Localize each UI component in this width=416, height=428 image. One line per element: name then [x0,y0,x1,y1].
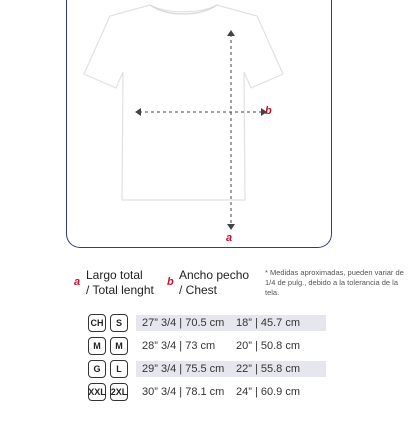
legend-chest-label-en: / Chest [179,283,218,297]
size-values [136,384,326,400]
legend-chest-label: Ancho pecho [179,268,250,282]
legend-chest [167,268,249,298]
size-row [86,359,326,379]
size-row [86,382,326,402]
size-values [136,338,326,354]
size-row [86,313,326,333]
chest-value: 20” | 50.8 cm [236,340,300,352]
size-badge-mx: G [88,360,106,378]
marker-b: b [265,105,272,117]
length-value: 30” 3/4 | 78.1 cm [142,386,225,398]
size-badge-us: 2XL [110,383,128,401]
length-value: 27” 3/4 | 70.5 cm [142,317,225,329]
length-value: 28” 3/4 | 73 cm [142,340,216,352]
legend-length-label-en: / Total lenght [86,283,154,297]
legend-length-label: Largo total [86,268,143,282]
chest-value: 22” | 55.8 cm [236,363,300,375]
size-badge-mx: XXL [88,383,106,401]
size-table [86,313,326,405]
size-badge-us: L [110,360,128,378]
size-badge-mx: CH [88,314,106,332]
length-value: 29” 3/4 | 75.5 cm [142,363,225,375]
size-badge-mx: M [88,337,106,355]
chest-value: 18” | 45.7 cm [236,317,300,329]
legend-marker-a: a [74,276,81,288]
legend-marker-b: b [167,276,174,288]
chest-value: 24” | 60.9 cm [236,386,300,398]
marker-a: a [226,232,233,244]
tshirt-illustration [67,0,333,248]
tshirt-diagram-panel [66,0,332,248]
legend-length [74,268,154,298]
size-row [86,336,326,356]
size-badge-us: M [110,337,128,355]
size-values [136,315,326,331]
size-values [136,361,326,377]
measurement-note: * Medidas aproximadas, pueden variar de 1/4 de pulg., debido a la tolerancia de la tela. [265,268,404,297]
size-badge-us: S [110,314,128,332]
